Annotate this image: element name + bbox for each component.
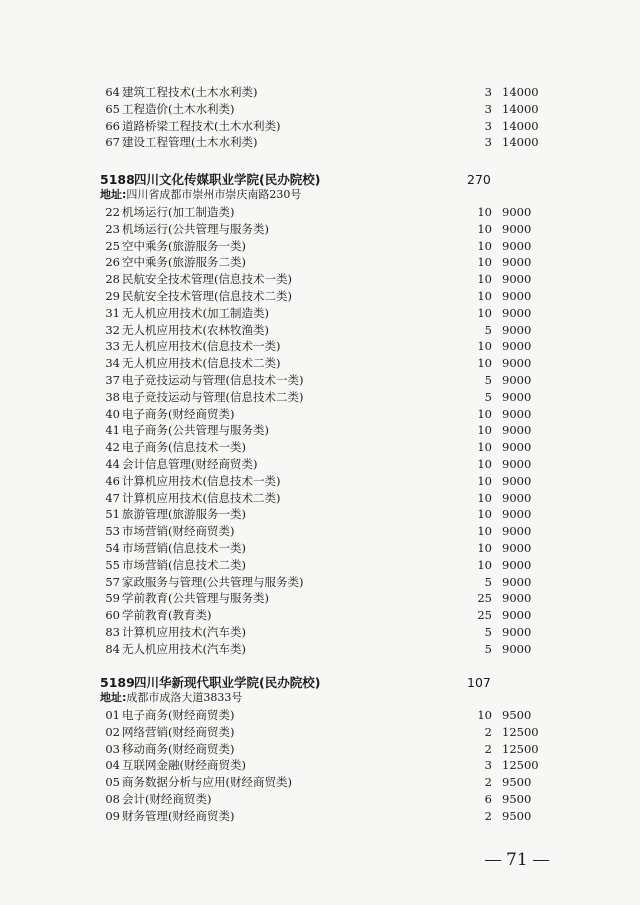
table-row [0, 456, 640, 473]
tuition-fee: 9000 [502, 474, 532, 488]
major-name: 空中乘务(旅游服务一类) [122, 239, 246, 253]
major-name: 无人机应用技术(信息技术二类) [122, 356, 281, 370]
tuition-fee: 9000 [502, 491, 532, 505]
tuition-fee: 12500 [502, 742, 539, 756]
major-name: 建筑工程技术(土木水利类) [122, 85, 258, 99]
major-name: 无人机应用技术(信息技术一类) [122, 339, 281, 353]
tuition-fee: 9000 [502, 423, 532, 437]
plan-count: 10 [477, 306, 492, 320]
major-code: 25 [105, 239, 120, 253]
plan-count: 3 [484, 102, 492, 116]
tuition-fee: 9000 [502, 289, 532, 303]
major-name: 电子竞技运动与管理(信息技术一类) [122, 373, 304, 387]
table-row [0, 355, 640, 372]
major-name: 会计信息管理(财经商贸类) [122, 457, 258, 471]
major-code: 54 [105, 541, 120, 555]
major-code: 47 [105, 491, 120, 505]
plan-count: 10 [477, 457, 492, 471]
table-row [0, 724, 640, 741]
major-code: 84 [105, 642, 120, 656]
major-name: 计算机应用技术(信息技术一类) [122, 474, 281, 488]
major-name: 互联网金融(财经商贸类) [122, 758, 246, 772]
major-code: 51 [105, 507, 120, 521]
address-text: 四川省成都市崇州市崇庆南路230号 [126, 188, 302, 201]
table-row [0, 254, 640, 271]
table-row [0, 406, 640, 423]
tuition-fee: 9000 [502, 541, 532, 555]
table-row [0, 271, 640, 288]
major-code: 03 [105, 742, 120, 756]
table-row [0, 322, 640, 339]
table-row [0, 791, 640, 808]
page-number-dash-left [485, 860, 501, 861]
plan-count: 10 [477, 558, 492, 572]
plan-count: 3 [484, 758, 492, 772]
plan-count: 2 [484, 725, 492, 739]
tuition-fee: 9000 [502, 591, 532, 605]
major-name: 会计(财经商贸类) [122, 792, 212, 806]
address-label: 地址: [100, 188, 127, 201]
major-code: 22 [105, 205, 120, 219]
tuition-fee: 9500 [502, 775, 532, 789]
tuition-fee: 9000 [502, 625, 532, 639]
major-code: 26 [105, 255, 120, 269]
table-row [0, 101, 640, 118]
major-name: 民航安全技术管理(信息技术二类) [122, 289, 292, 303]
major-name: 计算机应用技术(汽车类) [122, 625, 246, 639]
major-code: 32 [105, 323, 120, 337]
major-code: 67 [105, 135, 120, 149]
plan-count: 10 [477, 356, 492, 370]
major-code: 29 [105, 289, 120, 303]
major-code: 60 [105, 608, 120, 622]
school-code: 5188 [100, 172, 135, 187]
major-name: 电子商务(财经商贸类) [122, 407, 235, 421]
table-row [0, 118, 640, 135]
tuition-fee: 12500 [502, 725, 539, 739]
plan-count: 10 [477, 708, 492, 722]
tuition-fee: 9500 [502, 809, 532, 823]
major-code: 64 [105, 85, 120, 99]
plan-count: 3 [484, 85, 492, 99]
major-code: 02 [105, 725, 120, 739]
plan-count: 5 [484, 390, 492, 404]
major-name: 计算机应用技术(信息技术二类) [122, 491, 281, 505]
major-name: 家政服务与管理(公共管理与服务类) [122, 575, 304, 589]
tuition-fee: 12500 [502, 758, 539, 772]
tuition-fee: 9000 [502, 524, 532, 538]
major-code: 55 [105, 558, 120, 572]
table-row [0, 473, 640, 490]
tuition-fee: 14000 [502, 135, 539, 149]
tuition-fee: 9000 [502, 440, 532, 454]
plan-count: 2 [484, 809, 492, 823]
tuition-fee: 9000 [502, 323, 532, 337]
table-row [0, 490, 640, 507]
plan-count: 10 [477, 255, 492, 269]
major-name: 旅游管理(旅游服务一类) [122, 507, 246, 521]
table-row [0, 707, 640, 724]
tuition-fee: 9000 [502, 306, 532, 320]
school-header [0, 170, 640, 190]
table-row [0, 557, 640, 574]
table-row [0, 506, 640, 523]
table-row [0, 338, 640, 355]
table-row [0, 757, 640, 774]
major-code: 38 [105, 390, 120, 404]
major-name: 电子竞技运动与管理(信息技术二类) [122, 390, 304, 404]
major-code: 65 [105, 102, 120, 116]
page-number [480, 848, 550, 872]
major-code: 08 [105, 792, 120, 806]
table-row [0, 372, 640, 389]
plan-count: 10 [477, 205, 492, 219]
school-header [0, 673, 640, 693]
table-row [0, 204, 640, 221]
tuition-fee: 9000 [502, 272, 532, 286]
plan-count: 10 [477, 239, 492, 253]
table-row [0, 389, 640, 406]
major-code: 28 [105, 272, 120, 286]
major-code: 41 [105, 423, 120, 437]
plan-count: 10 [477, 272, 492, 286]
tuition-fee: 9000 [502, 356, 532, 370]
major-code: 44 [105, 457, 120, 471]
major-code: 83 [105, 625, 120, 639]
major-name: 民航安全技术管理(信息技术一类) [122, 272, 292, 286]
tuition-fee: 9000 [502, 390, 532, 404]
major-code: 57 [105, 575, 120, 589]
major-code: 04 [105, 758, 120, 772]
plan-count: 10 [477, 289, 492, 303]
major-name: 市场营销(信息技术二类) [122, 558, 246, 572]
major-name: 道路桥梁工程技术(土木水利类) [122, 119, 281, 133]
table-row [0, 523, 640, 540]
tuition-fee: 9000 [502, 373, 532, 387]
table-row [0, 574, 640, 591]
tuition-fee: 14000 [502, 85, 539, 99]
plan-count: 3 [484, 135, 492, 149]
school-name: 四川华新现代职业学院(民办院校) [134, 675, 321, 690]
major-code: 40 [105, 407, 120, 421]
major-code: 31 [105, 306, 120, 320]
tuition-fee: 14000 [502, 119, 539, 133]
table-row [0, 288, 640, 305]
table-row [0, 238, 640, 255]
major-name: 电子商务(信息技术一类) [122, 440, 246, 454]
plan-count: 10 [477, 491, 492, 505]
major-code: 05 [105, 775, 120, 789]
major-code: 66 [105, 119, 120, 133]
major-code: 33 [105, 339, 120, 353]
plan-count: 5 [484, 625, 492, 639]
major-name: 市场营销(财经商贸类) [122, 524, 235, 538]
table-row [0, 422, 640, 439]
plan-count: 10 [477, 423, 492, 437]
plan-count: 2 [484, 775, 492, 789]
plan-count: 10 [477, 524, 492, 538]
major-name: 无人机应用技术(汽车类) [122, 642, 246, 656]
major-name: 机场运行(加工制造类) [122, 205, 235, 219]
school-code: 5189 [100, 675, 135, 690]
plan-count: 5 [484, 575, 492, 589]
major-code: 34 [105, 356, 120, 370]
plan-count: 10 [477, 407, 492, 421]
major-code: 59 [105, 591, 120, 605]
tuition-fee: 9000 [502, 339, 532, 353]
table-row [0, 305, 640, 322]
school-total-plan: 270 [467, 172, 491, 187]
major-name: 电子商务(财经商贸类) [122, 708, 235, 722]
major-code: 09 [105, 809, 120, 823]
plan-count: 10 [477, 440, 492, 454]
table-row [0, 221, 640, 238]
table-row [0, 84, 640, 101]
tuition-fee: 9000 [502, 205, 532, 219]
table-row [0, 590, 640, 607]
major-name: 无人机应用技术(农林牧渔类) [122, 323, 269, 337]
school-address [100, 187, 301, 203]
table-row [0, 641, 640, 658]
major-code: 42 [105, 440, 120, 454]
plan-count: 2 [484, 742, 492, 756]
tuition-fee: 9500 [502, 792, 532, 806]
tuition-fee: 9000 [502, 222, 532, 236]
major-name: 移动商务(财经商贸类) [122, 742, 235, 756]
plan-count: 10 [477, 507, 492, 521]
plan-count: 5 [484, 373, 492, 387]
school-address [100, 690, 242, 706]
major-code: 37 [105, 373, 120, 387]
page-number-dash-right [533, 860, 549, 861]
plan-count: 5 [484, 323, 492, 337]
major-name: 工程造价(土木水利类) [122, 102, 235, 116]
tuition-fee: 14000 [502, 102, 539, 116]
table-row [0, 540, 640, 557]
table-row [0, 134, 640, 151]
major-name: 商务数据分析与应用(财经商贸类) [122, 775, 292, 789]
plan-count: 25 [477, 608, 492, 622]
major-code: 01 [105, 708, 120, 722]
major-name: 电子商务(公共管理与服务类) [122, 423, 269, 437]
school-total-plan: 107 [467, 675, 491, 690]
tuition-fee: 9000 [502, 558, 532, 572]
major-name: 财务管理(财经商贸类) [122, 809, 235, 823]
address-label: 地址: [100, 691, 127, 704]
table-row [0, 624, 640, 641]
tuition-fee: 9000 [502, 575, 532, 589]
plan-count: 10 [477, 339, 492, 353]
major-code: 46 [105, 474, 120, 488]
tuition-fee: 9500 [502, 708, 532, 722]
plan-count: 5 [484, 642, 492, 656]
plan-count: 10 [477, 541, 492, 555]
tuition-fee: 9000 [502, 457, 532, 471]
page-number-value: 71 [506, 850, 528, 870]
major-name: 学前教育(公共管理与服务类) [122, 591, 269, 605]
table-row [0, 774, 640, 791]
major-code: 23 [105, 222, 120, 236]
table-row [0, 808, 640, 825]
tuition-fee: 9000 [502, 507, 532, 521]
major-name: 网络营销(财经商贸类) [122, 725, 235, 739]
tuition-fee: 9000 [502, 255, 532, 269]
address-text: 成都市成洛大道3833号 [126, 691, 243, 704]
major-name: 空中乘务(旅游服务二类) [122, 255, 246, 269]
table-row [0, 741, 640, 758]
plan-count: 10 [477, 222, 492, 236]
plan-count: 25 [477, 591, 492, 605]
major-name: 学前教育(教育类) [122, 608, 212, 622]
major-name: 无人机应用技术(加工制造类) [122, 306, 269, 320]
plan-count: 6 [484, 792, 492, 806]
major-name: 机场运行(公共管理与服务类) [122, 222, 269, 236]
major-code: 53 [105, 524, 120, 538]
plan-count: 10 [477, 474, 492, 488]
major-name: 建设工程管理(土木水利类) [122, 135, 258, 149]
table-row [0, 439, 640, 456]
major-name: 市场营销(信息技术一类) [122, 541, 246, 555]
tuition-fee: 9000 [502, 608, 532, 622]
school-name: 四川文化传媒职业学院(民办院校) [134, 172, 321, 187]
plan-count: 3 [484, 119, 492, 133]
tuition-fee: 9000 [502, 642, 532, 656]
tuition-fee: 9000 [502, 239, 532, 253]
tuition-fee: 9000 [502, 407, 532, 421]
table-row [0, 607, 640, 624]
